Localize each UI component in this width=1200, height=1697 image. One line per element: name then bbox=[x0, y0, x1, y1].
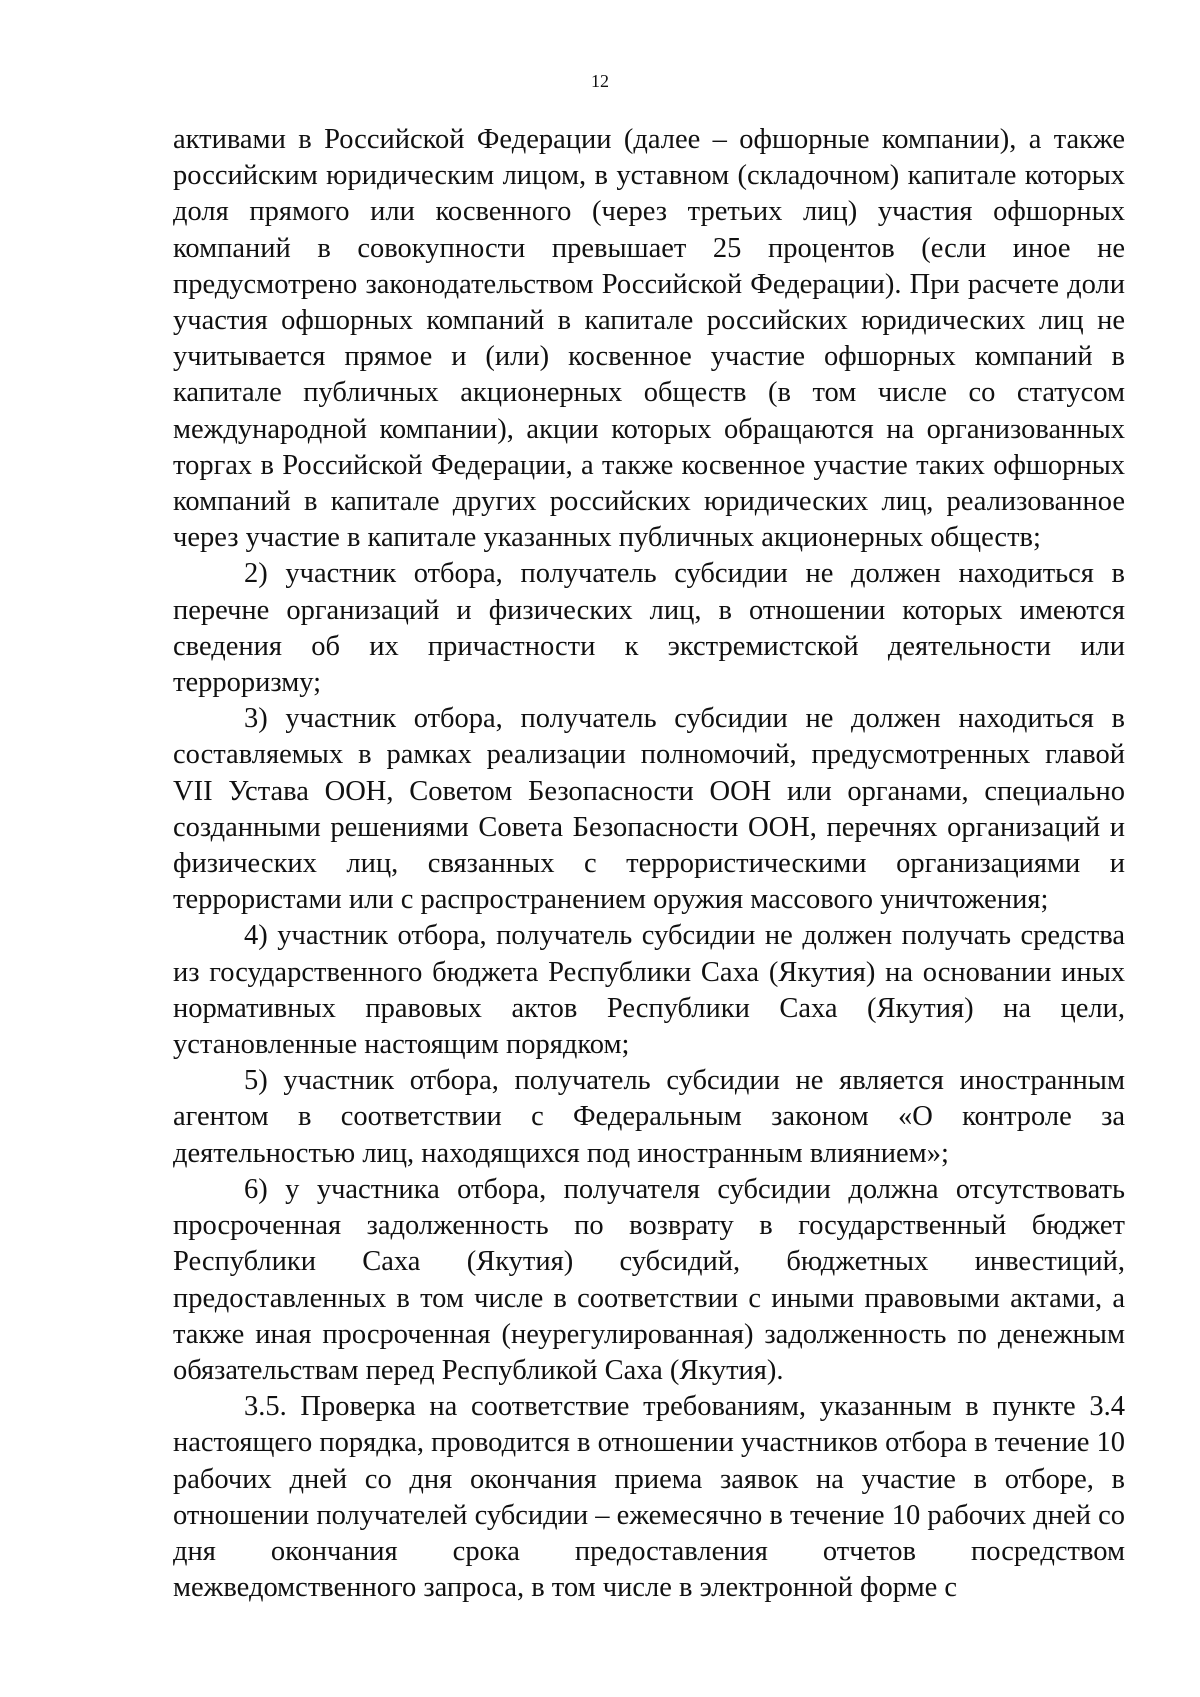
document-body bbox=[173, 122, 1125, 1606]
paragraph-item-2: 2) участник отбора, получатель субсидии не должен находиться в перечне организаций и физических лиц, в отношении которых имеются сведения об их причастности к экстремистской деятельности или терроризму; bbox=[173, 558, 1125, 699]
paragraph-item-6: 6) у участника отбора, получателя субсидии должна отсутствовать просроченная задолженность по возврату в государственный бюджет Республики Саха (Якутия) субсидий, бюджетных инвестиций, предоставленных в том числе в соответствии с иными правовыми актами, а также иная просроченная (неурегулированная) задолженность по денежным обязательствам перед Республикой Саха (Якутия). bbox=[173, 1173, 1125, 1386]
page-number: 12 bbox=[591, 71, 609, 91]
paragraph-item-3: 3) участник отбора, получатель субсидии не должен находиться в составляемых в рамках реализации полномочий, предусмотренных главой VII Устава ООН, Советом Безопасности ООН или органами, специально созданными решениями Совета Безопасности ООН, перечнях организаций и физических лиц, связанных с террористическими организациями и террористами или с распространением оружия массового уничтожения; bbox=[173, 703, 1125, 916]
paragraph-item-5: 5) участник отбора, получатель субсидии не является иностранным агентом в соответствии с Федеральным законом «О контроле за деятельностью лиц, находящихся под иностранным влиянием»; bbox=[173, 1065, 1125, 1169]
paragraph-continuation: активами в Российской Федерации (далее – офшорные компании), а также российским юридическим лицом, в уставном (складочном) капитале которых доля прямого или косвенного (через третьих лиц) участия офшорных компаний в совокупности превышает 25 процентов (если иное не предусмотрено законодательством Российской Федерации). При расчете доли участия офшорных компаний в капитале российских юридических лиц не учитывается прямое и (или) косвенное участие офшорных компаний в капитале публичных акционерных обществ (в том числе со статусом международной компании), акции которых обращаются на организованных торгах в Российской Федерации, а также косвенное участие таких офшорных компаний в капитале других российских юридических лиц, реализованное через участие в капитале указанных публичных акционерных обществ; bbox=[173, 124, 1125, 554]
paragraph-item-4: 4) участник отбора, получатель субсидии не должен получать средства из государственного бюджета Республики Саха (Якутия) на основании иных нормативных правовых актов Республики Саха (Якутия) на цели, установленные настоящим порядком; bbox=[173, 920, 1125, 1061]
paragraph-section-3-5: 3.5. Проверка на соответствие требованиям, указанным в пункте 3.4 настоящего порядка, проводится в отношении участников отбора в течение 10 рабочих дней со дня окончания приема заявок на участие в отборе, в отношении получателей субсидии – ежемесячно в течение 10 рабочих дней со дня окончания срока предоставления отчетов посредством межведомственного запроса, в том числе в электронной форме с bbox=[173, 1391, 1125, 1604]
